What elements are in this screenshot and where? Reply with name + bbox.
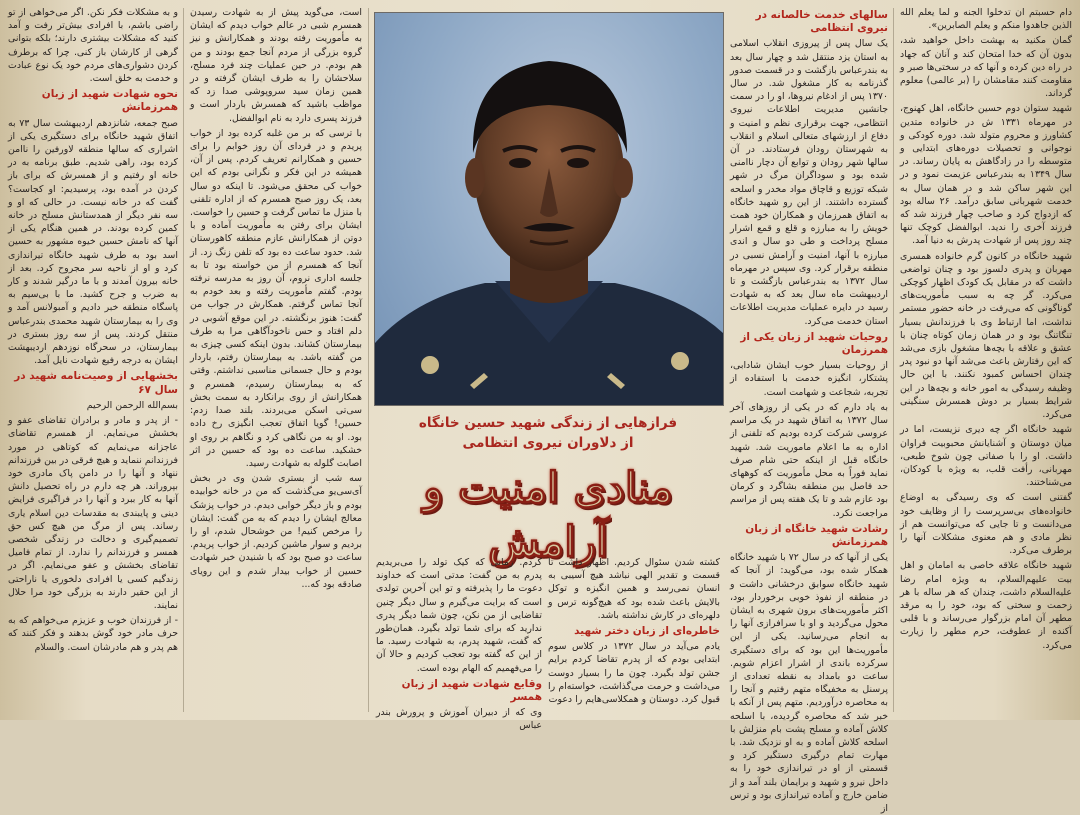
paragraph: شهید خانگاه در کانون گرم خانواده همسری مهربان و پدری دلسوز بود و چنان تواضعی داشت که در مقابل یک کودک اظهار کوچکی می‌کرد. گر چه به سبب مأموریت‌های گوناگونی که می‌رفت در خانه حضور مستمر نداشت، اما ارتباط وی با فرزندانش بسیار تنگاتنگ بود و در همان زمان کوتاه چنان با عشق و علاقه با بچه‌ها مشغول بازی می‌شد که این رفتارش باعث می‌شد آنها دو نبود پدر چندان احساس کمبود نکنند. با این حال وظیفه رسیدگی به امور خانه و بچه‌ها در این شرایط بسیار بر دوش همسرش سنگینی می‌کرد. [900, 250, 1072, 421]
portrait-illustration [375, 13, 723, 405]
paragraph: وی که از دبیران آموزش و پرورش بندر عباس [376, 707, 542, 732]
column-right [900, 6, 1072, 714]
column-divider [893, 8, 894, 712]
paragraph: دام حسبتم ان تدخلوا الجنه و لما یعلم الله الذین جاهدوا منکم و یعلم الصابرین». [900, 7, 1072, 32]
paragraph: صبح جمعه، شانزدهم اردیبهشت سال ۷۳ به اتفاق شهید خانگاه برای دستگیری یکی از اشراری که سالها منطقه لاورفین را ناامن کرده بود، راهی شدیم. طبق برنامه به در خانه او رفتیم و از همسرش که برای باز کردن در آمده بود، پرسیدیم: او کجاست؟ گفت که در خانه نیست. در حالی که او و سه نفر دیگر از همدستانش مسلح در خانه کمین کرده بودند. در همین هنگام یکی از آنها که نامش حسین خیوه مشهور به حسین اسد بود به طرف شهید خانگاه تیراندازی کرد و او از ناحیه سر مجروح کرد. بعد از خانه بیرون آمدند و با ما درگیر شدند و کار به ضرب و جرح کشید. ما با بی‌سیم به پاسگاه منطقه خبر دادیم و آمبولانس آمد و وی را به بیمارستان شهید محمدی بندرعباس منتقل کردند. پس از سه روز بستری در بیمارستان، در سحرگاه نوزدهم اردیبهشت ایشان به درجه رفیع شهادت نایل آمد. [8, 117, 178, 367]
column-divider [183, 8, 184, 712]
paragraph: یادم می‌آید در سال ۱۳۷۲ در کلاس سوم ابتدایی بودم که از پدرم تقاضا کردم برایم جشن تولد بگیرد. چون ما را بسیار دوست می‌داشت و حرمت می‌گذاشت، خواسته‌ام را قبول کرد. دوستان و همکلاسی‌هایم را دعوت [548, 641, 720, 706]
paragraph: است، می‌گوید پیش از به شهادت رسیدن همسرم شبی در عالم خواب دیدم که ایشان به مأموریت رفته بودند و همکارانش و نیز گروه بزرگی از مردم آنجا جمع بودند و من هم بودم. در حین عملیات چند فرد مسلح، سلاحشان را به طرف ایشان گرفته و در همین زمان سید سروپوشی صدا زد که مواظب باشید که همسرش باردار است و فرزند پسری دارد به نام ابوالفضل. [190, 7, 362, 124]
paragraph: - از پدر و مادر و برادران تقاضای عفو و بخشش می‌نمایم. از همسرم تقاضای عاجزانه می‌نمایم که کوتاهی در مورد فرزندانم ننماید و هیچ فرقی در بین فرزندانم ننهاد و آنها را در دامن پاک مادری خود بپروراند. هر چه دارم در راه تحصیل دانش آنها به کار ببرد و آنها را در فراگیری فرایض دینی و پایبندی به مقدسات دین اسلام یاری رساند. پس از مرگ من هیچ کس حق تصمیم‌گیری و دخالت در زندگی شخصی همسر و فرزندانم را ندارد. از تمام فامیل تقاضای بخشش و عفو می‌نمایم. اگر در زندگیم کسی یا افرادی دلخوری یا ناراحتی از این حقیر دارند به بزرگی خود مرا حلال نمایند. [7, 415, 178, 611]
paragraph: با ترسی که بر من غلبه کرده بود از خواب پریدم و در فردای آن روز خوابم را برای حسین و همکارانم تعریف کردم. پس از آن، همیشه در این فکر و نگرانی بودم که این خواب کی محقق می‌شود. تا اینکه دو سال بعد، یک روز صبح همسرم که از اداره تلفنی با منزل ما تماس گرفت و حسین را خواست. ایشان برای رفتن به مأموریت آماده و با دوتن از همکارانش عازم منطقه کاهورستان شد. حدود ساعت ده بود که تلفن زنگ زد. از آنجا که همسرم از من خواسته بود تا به جلسه اداری نروم، آن روز به مدرسه نرفته بودم. گفتم مأموریت رفته و بعد خودم به آنجا تماس گرفتم. همکارش در جواب من گفت: هنوز برنگشته. در این موقع آشوبی در دلم افتاد و حس ناخودآگاهی مرا به طرف بیمارستان کشاند. بدون اینکه کسی چیزی به من گفته باشد. به بیمارستان رفتم، باردار بودم و حال جسمانی مناسبی نداشتم. وقتی که به بیمارستان رسیدم، همسرم و همکارانش از روی برانکارد به سمت بخش سی‌تی اسکن می‌بردند. بلند صدا زدم: حسین! گویا اتفاق تعجب انگیزی رخ داده بود. او به من نگاهی کرد و نگاهم بر روی او خشکید. ساعت ده بود که حسین در اثر اصابت گلوله به شهادت رسید. [190, 127, 362, 469]
section-heading: سالهای خدمت خالصانه در نیروی انتظامی [755, 9, 888, 35]
column-mid-right [730, 6, 888, 814]
paragraph: سه شب از بستری شدن وی در بخش آی‌سی‌یو می‌گذشت که من در خانه خوابیده بودم و باز دیگر خوابی دیدم. در خواب پزشک معالج ایشان را دیدم که به من گفت: ایشان را مرخص کنیم! من خوشحال شدم، او را بردیم و سوار ماشین کردیم. از خواب پریدم. ساعت دو صبح بود که با شنیدن خبر شهادت حسین از خواب بیدار شدم و این رویای صادقه بود که... [190, 473, 362, 590]
paragraph: بسم‌الله الرحمن الرحیم [86, 399, 178, 411]
kicker-line-1: فرازهایی از زندگی شهید حسین خانگاه [418, 415, 678, 431]
paragraph: گمان مکنید به بهشت داخل خواهید شد، بدون آن که خدا امتحان کند و آنان که جهاد در راه دین کرده و آنها که در سختی‌ها صبر و مقاومت کنند مقامشان را (بر عالمی) معلوم گرداند. [900, 35, 1072, 100]
kicker-line-2: از دلاوران نیروی انتظامی [462, 435, 634, 451]
paragraph: از روحیات بسیار خوب ایشان شادابی، پشتکار، انگیزه خدمت با استفاده از تجربه، شجاعت و شهامت است. [730, 360, 888, 398]
paragraph: یکی از آنها که در سال ۷۲ با شهید خانگاه همکار شده بود، می‌گوید: از آنجا که شهید خانگاه سوابق درخشانی داشت و در منطقه از نفوذ خوبی برخوردار بود، اکثر مأموریت‌های برون شهری به ایشان محول می‌گردید و او با سرافرازی آنها را به انجام می‌رسانید. یکی از این مأموریت‌ها این بود که برای دستگیری سرکرده باندی از اشرار اعزام شویم. ساعت دو بامداد به نقطه تعدادی از پرسنل به مخفیگاه متهم رفتیم و آنجا را به محاصره درآوردیم. متهم پس از آنکه با خبر شد که محاصره گردیده، با اسلحه کلاش آماده و مسلح پشت بام منزلش با اسلحه کلاش آماده و به او نزدیک شد. با مهارت تمام درگیری دستگیر کرد و قسمتی از او در تیراندازی خود را به داخل نیرو و شهید و برایمان بلند آمد و از ضامن خارج و آماده تیراندازی بود و ترس از [730, 552, 888, 814]
portrait-photo [374, 12, 724, 406]
column-divider [368, 8, 369, 712]
section-heading: وقایع شهادت شهید از زبان همسر [401, 677, 542, 704]
section-heading: نحوه شهادت شهید از زبان همرزمانش [41, 88, 178, 114]
section-heading: روحیات شهید از زبان یکی از همرزمان [740, 330, 888, 357]
paragraph: گفتنی است که وی رسیدگی به اوضاع خانواده‌های بی‌سرپرست را از وظایف خود می‌دانست و تا جایی که می‌توانست هم از نظر مادی و هم معنوی مشکلات آنها را برطرف می‌کرد. [900, 492, 1072, 557]
section-heading: خاطره‌ای از زبان دختر شهید [574, 625, 720, 638]
paragraph: شهید خانگاه اگر چه دیری نزیست، اما در میان دوستان و آشنایانش محبوبیت فراوان داشت. او را با صفاتی چون شوخ طبعی، مهربانی، رأفت قلب، به ویژه با کودکان، می‌شناختند. [900, 424, 1072, 489]
section-heading: بخشهایی از وصیت‌نامه شهید در سال ۶۷ [14, 370, 178, 396]
headline-block [374, 404, 722, 566]
column-left [8, 6, 178, 714]
column-center-right [548, 556, 720, 714]
section-heading: رشادت شهید خانگاه از زبان همرزمانش [745, 522, 888, 548]
paragraph: شهید خانگاه علاقه خاصی به امامان و اهل بیت علیهم‌السلام، به ویژه امام رضا علیه‌السلام داشت، چندان که هر ساله با هر زحمت و سختی که بود، خود را به مرقد مطهر آن امام بزرگوار می‌رساند و با قلبی آکنده از عطوفت، حرم مطهر را زیارت می‌کرد. [900, 560, 1072, 651]
paragraph: کشته شدن سئوال کردیم. اظهار داشت تا قسمت و تقدیر الهی نباشد هیچ آسیبی به انسان نمی‌رسد و همین انگیزه و توکل بالایش باعث شده بود که هیچ‌گونه ترس و دلهره‌ای در کارش نداشته باشد. [548, 557, 720, 621]
paragraph: - از فرزندان خوب و عزیزم می‌خواهم که به حرف مادر خود گوش بدهند و فکر کنند که هم پدر و هم مادرشان است. والسلام [8, 615, 178, 653]
column-mid-left [190, 6, 362, 714]
paragraph: به یاد دارم که در یکی از روزهای آخر سال ۱۳۷۲ به اتفاق شهید در یک مراسم عروسی شرکت کرده بودیم که تلفنی از اداره به ما اعلام ماموریت شد. شهید خانگاه قبل از اینکه حتی شام صرف نماید فوراً به محل مأموریت که کوههای حد فاصل بین منطقه بشاگرد و کرمان بود عازم شد و تا یک هفته پس از مراسم مراجعت نکرد. [730, 401, 888, 519]
paragraph: کردم. زمانی که کیک تولد را می‌بریدیم پدرم به من گفت: مدتی است که خداوند دعوت ما را پذیرفته و تو این آخرین تولدی است که برایت می‌گیرم و سال دیگر چنین تقاضایی از من نکن، چون شما دیگر پدری ندارید که برای شما تولد بگیرد. همان‌طور که گفت، شهید پدرم، به شهادت رسید. ما از این که گفته بود تعجب کردیم و حالا آن را می‌فهمیم که الهام بوده است. [376, 557, 542, 674]
paragraph: شهید ستوان دوم حسین خانگاه، اهل کهنوج، در مهرماه ۱۳۳۱ ش در خانواده متدین کشاورز و محروم متولد شد. دوره کودکی و نوجوانی و تحصیلات دوره‌های ابتدایی و متوسطه را در زادگاهش به پایان رساند. در سال ۱۳۴۹ به بندرعباس عزیمت نمود و در این شهر ساکن شد و در همان سال به خدمت شهربانی سابق درآمد. ۲۶ ساله بود که ازدواج کرد و صاحب چهار فرزند شد که فرزند آخری را ندید. ابوالفضل کوچک تنها چند روز پس از شهادت پدرش به دنیا آمد. [900, 103, 1072, 247]
paragraph: و به مشکلات فکر نکن. اگر می‌خواهی از تو راضی باشم، با افرادی بیش‌تر رفت و آمد کنید که مشکلات بیشتری دارند؛ بلکه بتوانی گرهی از کارشان باز کنی. چرا که برطرف کردن دشواری‌های مردم خود یک نوع عبادت و خدمت به خلق است. [8, 7, 178, 85]
paragraph: یک سال پس از پیروزی انقلاب اسلامی به استان یزد منتقل شد و چهار سال بعد به بندرعباس بازگشت و در قسمت صدور گذرنامه به کار مشغول شد. در سال ۱۳۷۰ پس از ادغام نیروها، او را در سمت جانشین مدیریت اطلاعات نیروی انتظامی، جهت برقراری نظم و امنیت و دفاع از ارزشهای متعالی اسلام و انقلاب به شهرستان رودان فرستادند. در آن سالها شهر رودان و توابع آن دچار ناامنی شده بود و سوداگران مرگ در شهر شبکه توزیع و قاچاق مواد مخدر و اسلحه گسترده داشتند. از این رو شهید خانگاه به اتفاق همرزمان و همکاران خود همت خویش را به مبارزه و قلع و قمع اشرار مسلح پرداخت و طی دو سال و اندی مبارزه با آنها، امنیت و آرامش نسبی در منطقه برقرار کرد. وی سپس در مهرماه سال ۱۳۷۲ به بندرعباس بازگشت و تا اردیبهشت ماه سال بعد که به شهادت رسید در دایره عملیات مدیریت اطلاعات استان خدمت می‌کرد. [730, 38, 888, 327]
page-title: منادی امنیت و آرامش [423, 463, 673, 566]
column-center-left [376, 556, 542, 732]
